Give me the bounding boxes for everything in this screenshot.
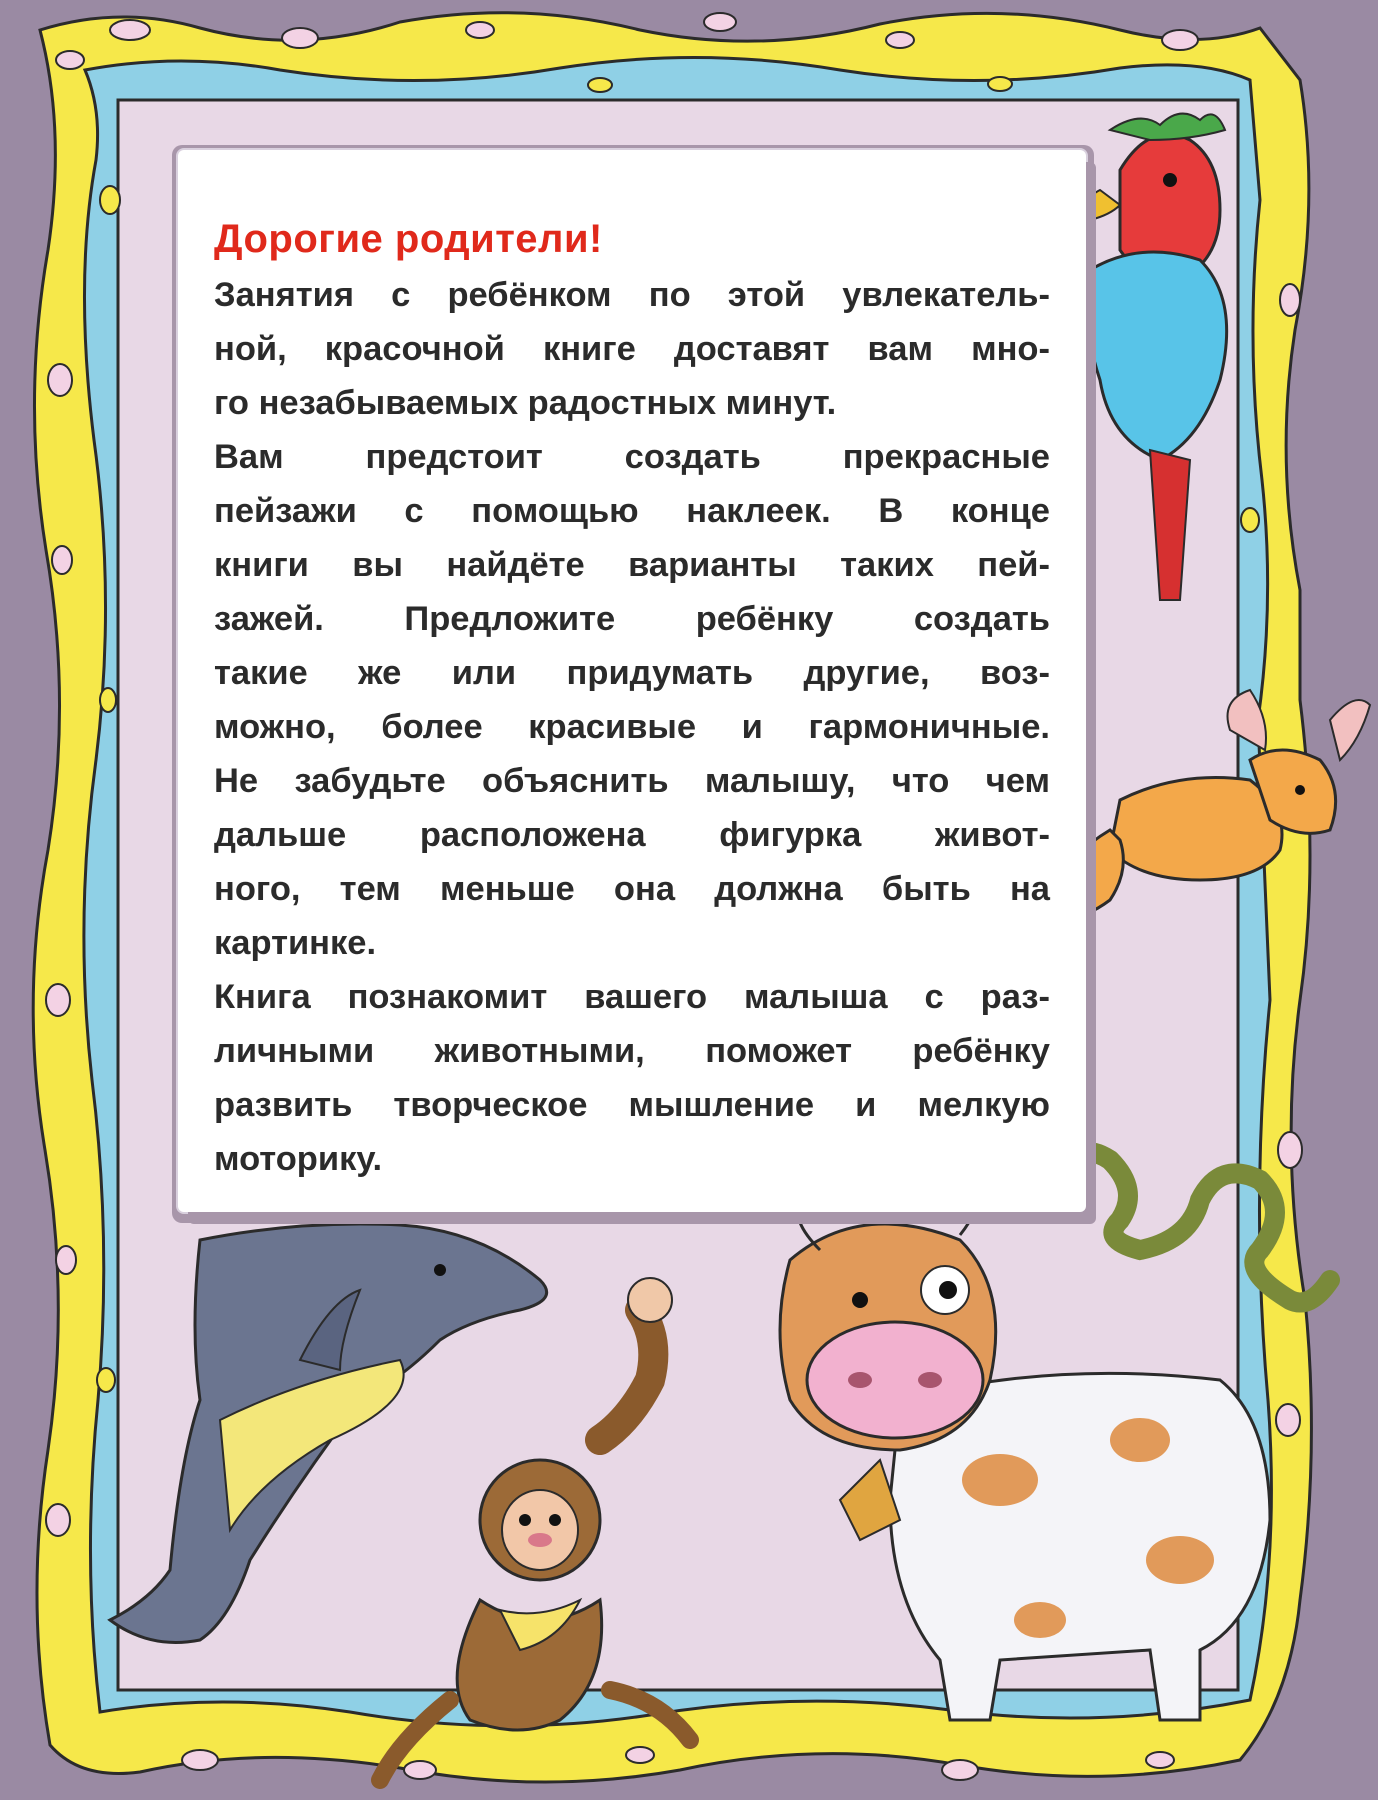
text-line: развить творческое мышление и мелкую bbox=[214, 1086, 1050, 1124]
letter-heading: Дорогие родители! bbox=[214, 217, 603, 261]
text-line: такие же или придумать другие, воз- bbox=[214, 654, 1050, 692]
text-line: ного, тем меньше она должна быть на bbox=[214, 870, 1050, 908]
text-line: ной, красочной книге доставят вам мно- bbox=[214, 330, 1050, 368]
text-line: Занятия с ребёнком по этой увлекатель- bbox=[214, 276, 1050, 314]
text-line: Не забудьте объяснить малышу, что чем bbox=[214, 762, 1050, 800]
text-line: можно, более красивые и гармоничные. bbox=[214, 708, 1050, 746]
paragraph-intro bbox=[214, 268, 1050, 430]
text-line: дальше расположена фигурка живот- bbox=[214, 816, 1050, 854]
text-line: картинке. bbox=[214, 924, 377, 962]
text-line: го незабываемых радостных минут. bbox=[214, 384, 837, 422]
paragraph-benefits bbox=[214, 970, 1050, 1186]
text-line: Книга познакомит вашего малыша с раз- bbox=[214, 978, 1050, 1016]
paragraph-instructions bbox=[214, 430, 1050, 970]
text-line: личными животными, поможет ребёнку bbox=[214, 1032, 1050, 1070]
text-line: зажей. Предложите ребёнку создать bbox=[214, 600, 1050, 638]
text-line: пейзажи с помощью наклеек. В конце bbox=[214, 492, 1050, 530]
text-line: книги вы найдёте варианты таких пей- bbox=[214, 546, 1050, 584]
text-line: моторику. bbox=[214, 1140, 383, 1178]
text-line: Вам предстоит создать прекрасные bbox=[214, 438, 1050, 476]
letter-content bbox=[214, 212, 1050, 1186]
